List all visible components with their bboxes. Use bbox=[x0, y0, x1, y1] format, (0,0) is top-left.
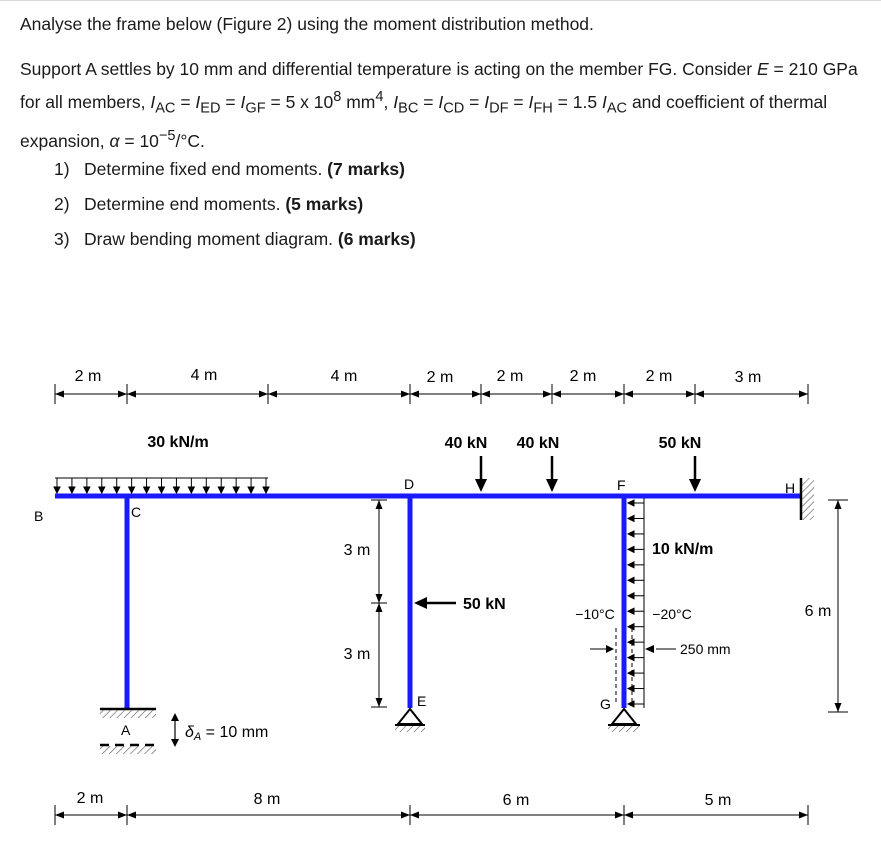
lateral-udl-arrowhead bbox=[628, 686, 634, 692]
temperature-outer-label: −10°C bbox=[575, 606, 615, 622]
lateral-udl-arrows bbox=[628, 498, 644, 708]
top-dim-label: 4 m bbox=[330, 368, 358, 385]
top-dim-label: 2 m bbox=[426, 369, 454, 386]
udl-arrowhead bbox=[263, 487, 269, 493]
udl-arrowhead bbox=[114, 487, 120, 493]
depth-label: 250 mm bbox=[680, 641, 731, 657]
udl-arrowhead bbox=[173, 487, 179, 493]
top-dim-label: 2 m bbox=[496, 368, 524, 385]
point-load-arrow bbox=[689, 456, 701, 492]
node-label-d: D bbox=[404, 476, 415, 492]
pin-support-e bbox=[395, 709, 425, 732]
column-dim-label: 3 m bbox=[343, 646, 371, 663]
node-label-h: H bbox=[785, 480, 796, 496]
udl-label: 30 kN/m bbox=[147, 434, 209, 451]
udl-arrowhead bbox=[233, 487, 239, 493]
node-label-a: A bbox=[121, 722, 131, 738]
udl-arrows bbox=[54, 478, 269, 493]
udl-arrowhead bbox=[129, 487, 135, 493]
node-label-f: F bbox=[617, 477, 626, 493]
top-dim-label: 2 m bbox=[645, 368, 673, 385]
problem-conditions: Support A settles by 10 mm and differential temperature is acting on the member FG. Consider E = 210 GPa for all members, $I_{AC} = I_{ED} = I_{GF} = 5$ x $10^8$ $mm^4$, $I_{BC} = I_{CD} = I_{DF} = I_{FH} = 1.5$ $I_{AC}$ and coefficient of thermal expansion, $\alpha = 10^{-5}/^\circ C$. bbox=[20, 59, 858, 152]
right-dim-label: 6 m bbox=[804, 603, 832, 620]
udl-arrowhead bbox=[84, 487, 90, 493]
settlement-arrow bbox=[171, 713, 179, 747]
bottom-dim-label: 8 m bbox=[253, 791, 281, 808]
udl-arrowhead bbox=[144, 487, 150, 493]
point-load-label: 40 kN bbox=[516, 435, 560, 452]
lateral-udl-arrowhead bbox=[628, 515, 634, 521]
temperature-inner-label: −20°C bbox=[652, 606, 692, 622]
udl-arrowhead bbox=[69, 487, 75, 493]
node-label-c: C bbox=[131, 504, 142, 520]
lateral-udl-arrowhead bbox=[628, 593, 634, 599]
node-label-g: G bbox=[600, 696, 611, 712]
point-load-arrow bbox=[475, 456, 487, 492]
top-dimension-line bbox=[55, 384, 808, 404]
lateral-udl-arrowhead bbox=[628, 562, 634, 568]
top-dim-label: 2 m bbox=[569, 368, 597, 385]
task-item: 1) Determine fixed end moments. (7 marks) bbox=[54, 159, 405, 179]
point-load-label: 40 kN bbox=[444, 435, 488, 452]
lateral-load-label: 50 kN bbox=[463, 596, 506, 613]
fixed-support-h bbox=[801, 478, 814, 520]
depth-arrow bbox=[590, 645, 676, 653]
lateral-udl-arrowhead bbox=[628, 577, 634, 583]
task-item: 3) Draw bending moment diagram. (6 marks) bbox=[54, 229, 416, 249]
lateral-udl-arrowhead bbox=[628, 546, 634, 552]
lateral-udl-arrowhead bbox=[628, 670, 634, 676]
node-label-b: B bbox=[34, 508, 44, 524]
settlement-label: δA = 10 mm bbox=[185, 724, 269, 743]
lateral-udl-arrowhead bbox=[628, 639, 634, 645]
intro-text: Analyse the frame below (Figure 2) using the moment distribution method. bbox=[20, 14, 594, 34]
bottom-dimension-line bbox=[55, 805, 808, 825]
column-dim-label: 3 m bbox=[343, 542, 371, 559]
bottom-dim-label: 6 m bbox=[502, 792, 530, 809]
lateral-udl-arrowhead bbox=[628, 701, 634, 707]
top-dim-label: 3 m bbox=[734, 369, 762, 386]
udl-arrowhead bbox=[99, 487, 105, 493]
lateral-udl-arrowhead bbox=[628, 624, 634, 630]
lateral-load-arrow bbox=[414, 597, 456, 609]
node-label-e: E bbox=[417, 693, 427, 709]
point-load-arrow bbox=[546, 456, 558, 492]
pin-support-g bbox=[608, 709, 640, 732]
lateral-udl-arrowhead bbox=[628, 608, 634, 614]
lateral-udl-arrowhead bbox=[628, 655, 634, 661]
point-load-label: 50 kN bbox=[658, 435, 702, 452]
udl-arrowhead bbox=[159, 487, 165, 493]
top-dim-label: 4 m bbox=[190, 367, 218, 384]
udl-arrowhead bbox=[203, 487, 209, 493]
task-item: 2) Determine end moments. (5 marks) bbox=[54, 194, 364, 214]
bottom-dim-label: 5 m bbox=[704, 792, 732, 809]
udl-arrowhead bbox=[218, 487, 224, 493]
top-dim-label: 2 m bbox=[74, 368, 102, 385]
lateral-udl-arrowhead bbox=[628, 500, 634, 506]
bottom-dim-label: 2 m bbox=[76, 790, 104, 807]
lateral-udl-label: 10 kN/m bbox=[652, 541, 714, 558]
column-dimension-line bbox=[371, 500, 387, 707]
udl-arrowhead bbox=[188, 487, 194, 493]
udl-arrowhead bbox=[248, 487, 254, 493]
udl-arrowhead bbox=[54, 487, 60, 493]
lateral-udl-arrowhead bbox=[628, 531, 634, 537]
